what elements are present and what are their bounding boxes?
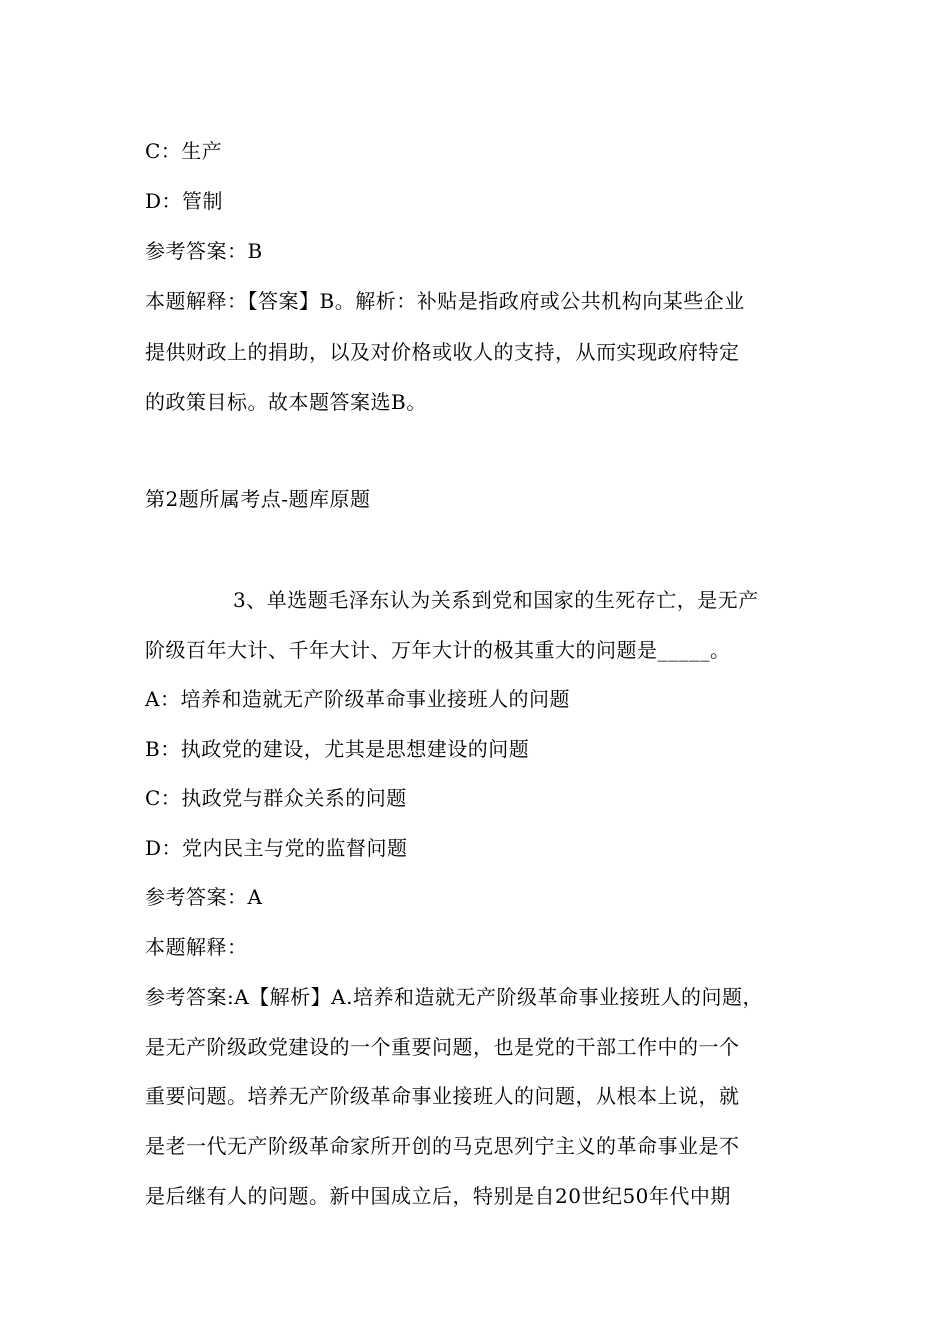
q3-explanation-line: 参考答案:A【解析】A.培养和造就无产阶级革命事业接班人的问题， bbox=[145, 985, 763, 1009]
q3-answer: 参考答案：A bbox=[145, 885, 263, 909]
q3-explanation-line: 是老一代无产阶级革命家所开创的马克思列宁主义的革命事业是不 bbox=[145, 1134, 740, 1158]
q2-explanation-line: 提供财政上的捐助，以及对价格或收人的支持，从而实现政府特定 bbox=[145, 340, 740, 364]
q3-option-d: D：党内民主与党的监督问题 bbox=[145, 836, 408, 860]
q2-option-c: C：生产 bbox=[145, 139, 223, 163]
q2-explanation-line: 的政策目标。故本题答案选B。 bbox=[145, 390, 427, 414]
q2-option-d: D：管制 bbox=[145, 189, 224, 213]
q3-stem-line: 阶级百年大计、千年大计、万年大计的极其重大的问题是_____。 bbox=[145, 638, 731, 662]
q3-stem-line: 3、单选题毛泽东认为关系到党和国家的生死存亡，是无产 bbox=[233, 588, 759, 612]
q2-answer: 参考答案：B bbox=[145, 239, 263, 263]
q3-option-c: C：执政党与群众关系的问题 bbox=[145, 786, 407, 810]
q2-topic: 第2题所属考点-题库原题 bbox=[145, 487, 371, 511]
q3-explanation-line: 是后继有人的问题。新中国成立后，特别是自20世纪50年代中期 bbox=[145, 1184, 731, 1208]
q3-explanation-label: 本题解释： bbox=[145, 935, 248, 959]
q3-explanation-line: 是无产阶级政党建设的一个重要问题，也是党的干部工作中的一个 bbox=[145, 1035, 740, 1059]
q3-explanation-line: 重要问题。培养无产阶级革命事业接班人的问题，从根本上说，就 bbox=[145, 1084, 740, 1108]
q3-option-a: A：培养和造就无产阶级革命事业接班人的问题 bbox=[145, 687, 570, 711]
q2-explanation-line: 本题解释：【答案】B。解析：补贴是指政府或公共机构向某些企业 bbox=[145, 289, 745, 313]
q3-option-b: B：执政党的建设，尤其是思想建设的问题 bbox=[145, 737, 530, 761]
